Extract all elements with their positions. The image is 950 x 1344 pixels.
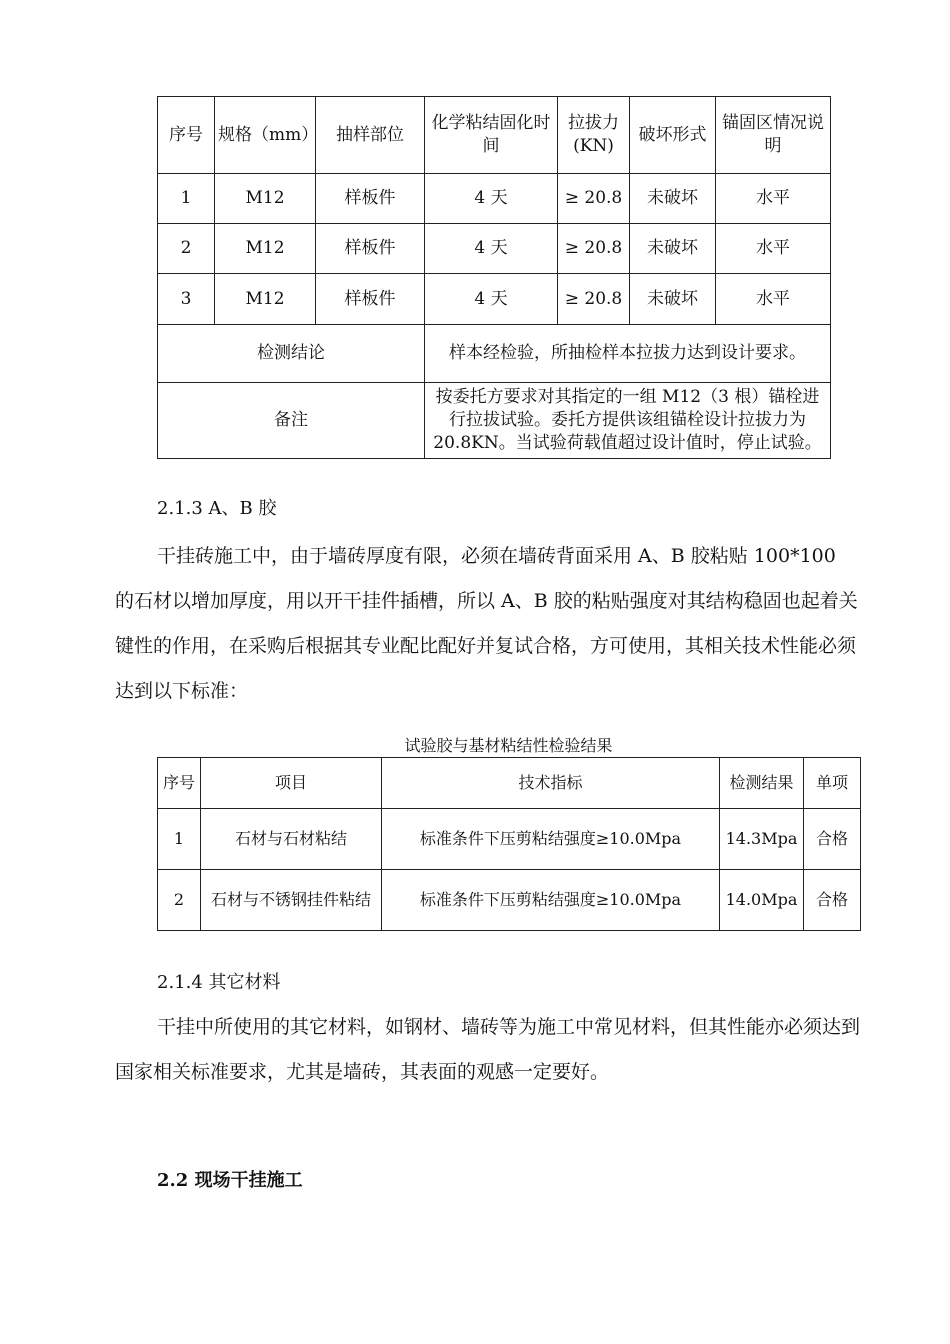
table-cell: ≥ 20.8 — [558, 274, 630, 325]
table-cell: 14.3Mpa — [720, 809, 804, 870]
table-cell: 水平 — [716, 224, 831, 274]
table-cell: 14.0Mpa — [720, 870, 804, 931]
table-cell: 2 — [158, 224, 215, 274]
section-paragraph-2-1-4: 干挂中所使用的其它材料，如钢材、墙砖等为施工中常见材料，但其性能亦必须达到国家相关标准要求，尤其是墙砖，其表面的观感一定要好。 — [115, 1016, 861, 1083]
table-cell: 未破坏 — [630, 224, 716, 274]
section-paragraph-2-1-3: 干挂砖施工中，由于墙砖厚度有限，必须在墙砖背面采用 A、B 胶粘贴 100*100 的石材以增加厚度，用以开干挂件插槽，所以 A、B 胶的粘贴强度对其结构稳固也起着关键性的作用，在采购后根据其专业配比配好并复试合格，方可使用，其相关技术性能必须达到以下标准： — [115, 545, 858, 702]
table-cell: 石材与不锈钢挂件粘结 — [201, 870, 382, 931]
table-cell: 1 — [158, 174, 215, 224]
conclusion-row — [158, 325, 831, 383]
table-cell: 未破坏 — [630, 274, 716, 325]
table-cell: ≥ 20.8 — [558, 224, 630, 274]
table-caption: 试验胶与基材粘结性检验结果 — [404, 736, 613, 755]
table-row — [158, 809, 861, 870]
header-cell: 锚固区情况说明 — [716, 97, 831, 174]
table-cell: 样板件 — [316, 174, 425, 224]
table-cell: 1 — [158, 809, 201, 870]
table-cell: 未破坏 — [630, 174, 716, 224]
header-cell: 破坏形式 — [630, 97, 716, 174]
header-cell: 单项 — [804, 758, 861, 809]
table-header-row — [158, 758, 861, 809]
header-cell: 序号 — [158, 758, 201, 809]
section-heading-2-1-4: 2.1.4 其它材料 — [157, 972, 281, 993]
header-cell: 项目 — [201, 758, 382, 809]
remark-row — [158, 383, 831, 459]
table-cell: 4 天 — [425, 274, 558, 325]
header-cell: 规格（mm） — [215, 97, 316, 174]
table-cell: M12 — [215, 224, 316, 274]
adhesive-bond-test-table — [157, 757, 861, 931]
conclusion-label: 检测结论 — [158, 325, 425, 383]
header-cell: 拉拔力(KN) — [558, 97, 630, 174]
table-row — [158, 274, 831, 325]
table-cell: 样板件 — [316, 224, 425, 274]
remark-text: 按委托方要求对其指定的一组 M12（3 根）锚栓进行拉拔试验。委托方提供该组锚栓设计拉拔力为 20.8KN。当试验荷载值超过设计值时，停止试验。 — [425, 383, 831, 459]
table-header-row — [158, 97, 831, 174]
conclusion-text: 样本经检验，所抽检样本拉拔力达到设计要求。 — [425, 325, 831, 383]
table-row — [158, 174, 831, 224]
header-cell: 检测结果 — [720, 758, 804, 809]
table-cell: 4 天 — [425, 224, 558, 274]
table-cell: M12 — [215, 174, 316, 224]
table-cell: 3 — [158, 274, 215, 325]
header-cell: 序号 — [158, 97, 215, 174]
table-cell: 水平 — [716, 274, 831, 325]
table-cell: 合格 — [804, 870, 861, 931]
table-cell: M12 — [215, 274, 316, 325]
section-heading-2-2: 2.2 现场干挂施工 — [157, 1170, 303, 1191]
table-cell: 水平 — [716, 174, 831, 224]
table-row — [158, 224, 831, 274]
table-cell: 4 天 — [425, 174, 558, 224]
header-cell: 化学粘结固化时间 — [425, 97, 558, 174]
remark-label: 备注 — [158, 383, 425, 459]
table-row — [158, 870, 861, 931]
table-cell: 标准条件下压剪粘结强度≥10.0Mpa — [382, 870, 720, 931]
header-cell: 技术指标 — [382, 758, 720, 809]
table-cell: ≥ 20.8 — [558, 174, 630, 224]
table-cell: 合格 — [804, 809, 861, 870]
section-heading-2-1-3: 2.1.3 A、B 胶 — [157, 498, 277, 519]
table-cell: 样板件 — [316, 274, 425, 325]
header-cell: 抽样部位 — [316, 97, 425, 174]
table-cell: 2 — [158, 870, 201, 931]
table-cell: 石材与石材粘结 — [201, 809, 382, 870]
anchor-pullout-test-table — [157, 96, 831, 459]
table-cell: 标准条件下压剪粘结强度≥10.0Mpa — [382, 809, 720, 870]
